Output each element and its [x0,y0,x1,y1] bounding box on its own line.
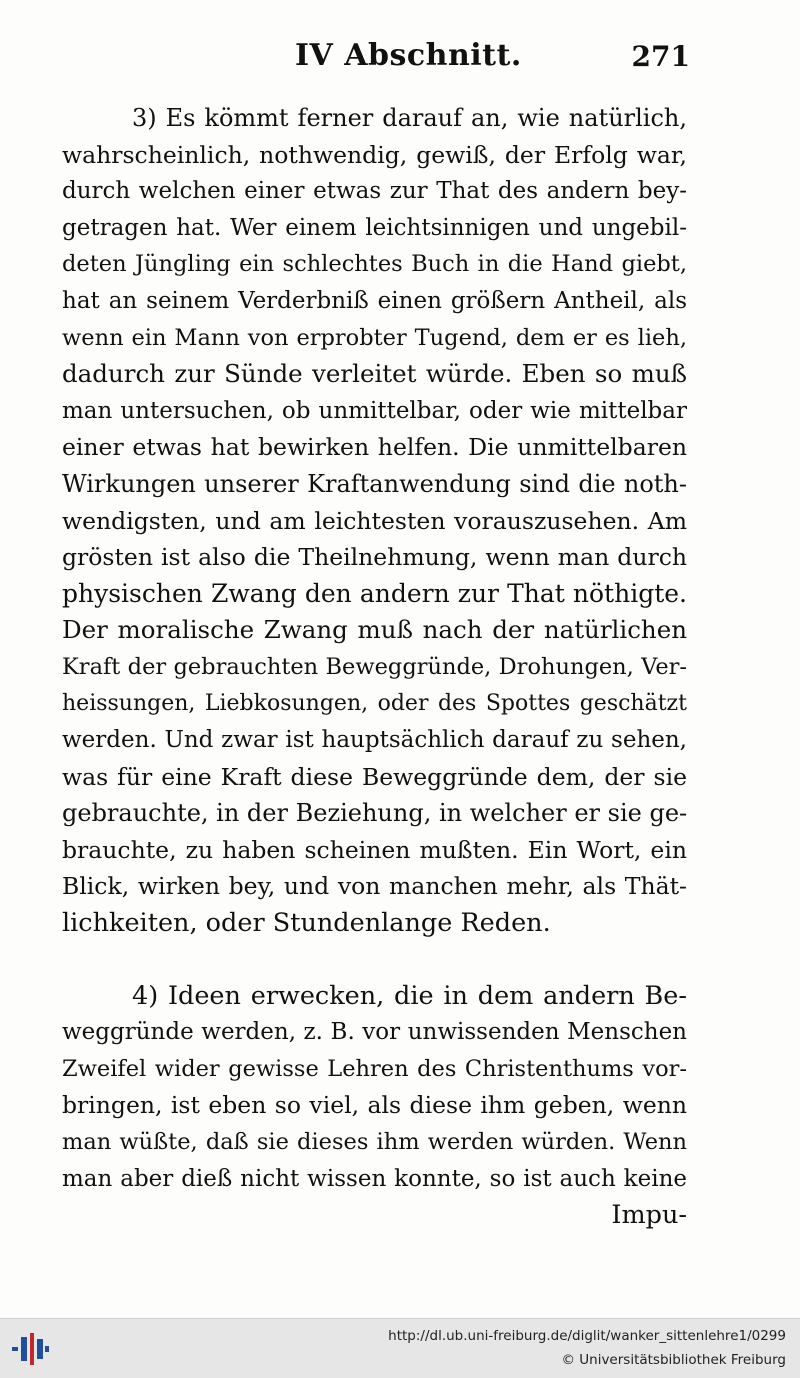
text-line: wendigsten, und am leichtesten vorauszusehen. Am [62,506,687,535]
text-line: durch welchen einer etwas zur That des andern bey- [62,178,687,205]
text-line: 3) Es kömmt ferner darauf an, wie natürlich, [132,104,687,132]
catchword: Impu- [611,1200,687,1231]
text-line: Kraft der gebrauchten Beweggründe, Drohungen, Ver- [62,653,687,680]
text-line: getragen hat. Wer einem leichtsinnigen und ungebil- [62,214,687,241]
text-line: lichkeiten, oder Stundenlange Reden. [62,908,551,939]
text-line: bringen, ist eben so viel, als diese ihm geben, wenn [62,1091,687,1120]
text-line: Blick, wirken bey, und von manchen mehr, als Thät- [62,872,687,901]
text-line: weggründe werden, z. B. vor unwissenden Menschen [62,1019,687,1046]
text-line: einer etwas hat bewirken helfen. Die unmittelbaren [62,433,687,462]
paragraph-gap [62,942,687,978]
text-line: brauchte, zu haben scheinen mußten. Ein Wort, ein [62,835,687,864]
text-line: Wirkungen unserer Kraftanwendung sind die noth- [62,469,687,498]
text-line: 4) Ideen erwecken, die in dem andern Be- [132,980,687,1011]
text-line: Der moralische Zwang muß nach der natürlichen [62,615,687,645]
text-line: grösten ist also die Theilnehmung, wenn man durch [62,543,687,572]
text-line: man untersuchen, ob unmittelbar, oder wie mittelbar [62,397,687,424]
text-line: dadurch zur Sünde verleitet würde. Eben so muß [62,359,687,389]
text-line: hat an seinem Verderbniß einen größern Antheil, als [62,287,687,314]
copyright-notice: © Universitätsbibliothek Freiburg [561,1352,786,1368]
text-line: man wüßte, daß sie dieses ihm werden würden. Wenn [62,1129,687,1156]
text-line: heissungen, Liebkosungen, oder des Spottes geschätzt [62,690,687,716]
text-line: physischen Zwang den andern zur That nöthigte. [62,578,687,608]
paragraph-4 [62,978,687,1234]
text-line: deten Jüngling ein schlechtes Buch in die Hand giebt, [62,251,687,278]
source-url-link[interactable]: http://dl.ub.uni-freiburg.de/diglit/wanker_sittenlehre1/0299 [388,1328,786,1344]
body-text [62,100,687,1234]
running-head: IV Abschnitt. [295,38,522,73]
paragraph-3 [62,100,687,942]
page-number: 271 [631,40,690,73]
footer-bar [0,1318,800,1378]
page-header [60,38,690,78]
text-line: was für eine Kraft diese Beweggründe dem, der sie [62,762,687,791]
text-line: gebrauchte, in der Beziehung, in welcher er sie ge- [62,799,688,828]
text-line: werden. Und zwar ist hauptsächlich darauf zu sehen, [62,727,687,754]
text-line: wahrscheinlich, nothwendig, gewiß, der Erfolg war, [62,140,687,169]
text-line: man aber dieß nicht wissen konnte, so ist auch keine [62,1165,687,1192]
text-line: Zweifel wider gewisse Lehren des Christenthums vor- [62,1055,687,1082]
text-line: wenn ein Mann von erprobter Tugend, dem er es lieh, [62,324,687,351]
ub-freiburg-logo-icon [10,1329,50,1369]
